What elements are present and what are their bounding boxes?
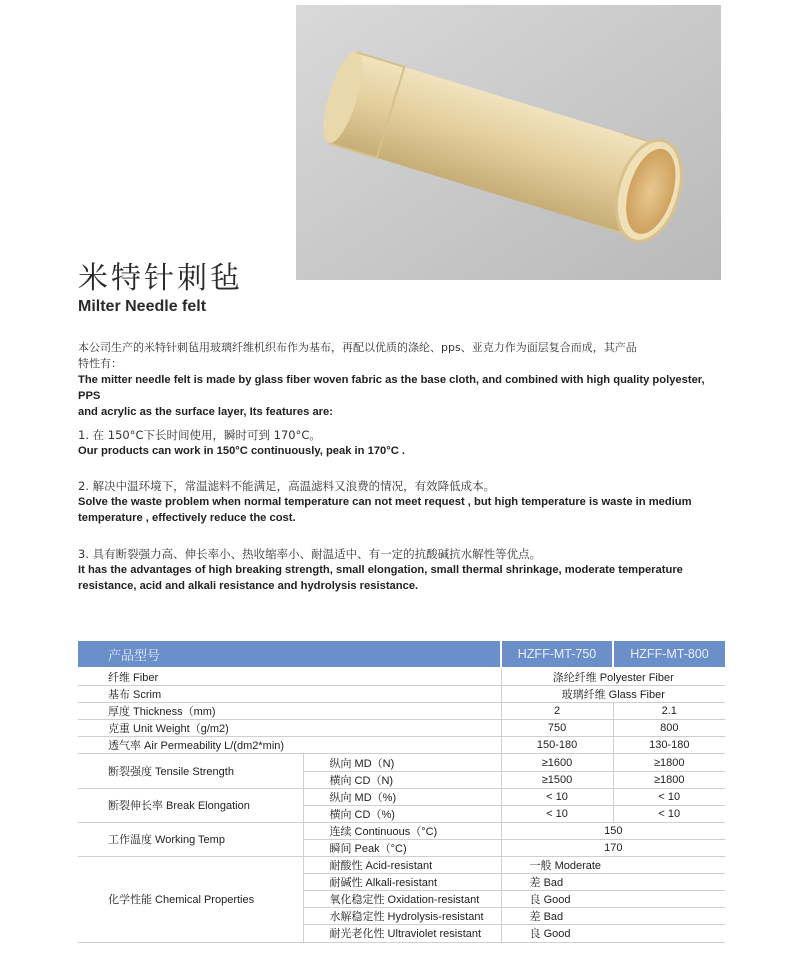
row-group-label: 断裂强度 Tensile Strength (78, 754, 303, 788)
header-model-750: HZFF-MT-750 (501, 641, 613, 668)
row-sublabel: 纵向 MD（%) (303, 788, 501, 805)
feature-3 (78, 546, 728, 594)
row-value: < 10 (613, 805, 725, 822)
product-photo (296, 5, 721, 280)
row-value: 差 Bad (501, 908, 725, 925)
row-value: 170 (501, 839, 725, 856)
table-row (78, 703, 725, 720)
table-row (78, 737, 725, 754)
row-value: 2.1 (613, 703, 725, 720)
feature-2-en-line1: Solve the waste problem when normal temperature can not meet request , but high temperature is waste in medium (78, 496, 692, 508)
intro-cn-line1: 本公司生产的米特针刺毡用玻璃纤维机织布作为基布，再配以优质的涤纶、pps、亚克力作为面层复合而成，其产品 (78, 341, 637, 354)
intro-cn-line2: 特性有： (78, 357, 122, 370)
table-row (78, 788, 725, 805)
table-row (78, 857, 725, 874)
row-value: ≥1800 (613, 754, 725, 771)
header-model-800: HZFF-MT-800 (613, 641, 725, 668)
feature-2-en-line2: temperature , effectively reduce the cost. (78, 512, 296, 524)
row-sublabel: 瞬间 Peak（°C) (303, 839, 501, 856)
intro-en-line2: and acrylic as the surface layer, Its features are: (78, 406, 333, 418)
row-value: ≥1600 (501, 754, 613, 771)
row-sublabel: 横向 CD（N) (303, 771, 501, 788)
feature-1 (78, 427, 728, 459)
row-value: 差 Bad (501, 874, 725, 891)
intro-paragraph (78, 340, 728, 420)
row-value: ≥1800 (613, 771, 725, 788)
row-value: 涤纶纤维 Polyester Fiber (501, 668, 725, 686)
row-value: 150-180 (501, 737, 613, 754)
row-group-label: 断裂伸长率 Break Elongation (78, 788, 303, 822)
header-product-model: 产品型号 (78, 641, 501, 668)
row-value: 150 (501, 822, 725, 839)
row-value: 130-180 (613, 737, 725, 754)
row-label: 厚度 Thickness（mm) (78, 703, 501, 720)
feature-1-en: Our products can work in 150°C continuously, peak in 170°C . (78, 445, 406, 457)
spec-table (78, 641, 725, 943)
row-label: 克重 Unit Weight（g/m2) (78, 720, 501, 737)
row-sublabel: 氧化稳定性 Oxidation-resistant (303, 891, 501, 908)
filter-bag-illustration (296, 5, 721, 280)
row-value: 2 (501, 703, 613, 720)
row-label: 透气率 Air Permeability L/(dm2*min) (78, 737, 501, 754)
row-sublabel: 耐碱性 Alkali-resistant (303, 874, 501, 891)
product-title-cn: 米特针刺毡 (78, 261, 243, 296)
row-value: ≥1500 (501, 771, 613, 788)
row-value: < 10 (613, 788, 725, 805)
row-value: 良 Good (501, 925, 725, 942)
row-group-label: 工作温度 Working Temp (78, 822, 303, 856)
row-value: 良 Good (501, 891, 725, 908)
feature-3-cn: 3. 具有断裂强力高、伸长率小、热收缩率小、耐温适中、有一定的抗酸碱抗水解性等优点。 (78, 547, 542, 561)
table-header-row (78, 641, 725, 668)
row-sublabel: 横向 CD（%) (303, 805, 501, 822)
feature-3-en-line2: resistance, acid and alkali resistance and hydrolysis resistance. (78, 580, 419, 592)
row-value: 一般 Moderate (501, 857, 725, 874)
table-row (78, 822, 725, 839)
row-sublabel: 纵向 MD（N) (303, 754, 501, 771)
row-value: 800 (613, 720, 725, 737)
feature-3-en-line1: It has the advantages of high breaking strength, small elongation, small thermal shrinkage, moderate temperature (78, 564, 683, 576)
feature-1-cn: 1. 在 150°C下长时间使用，瞬时可到 170°C。 (78, 428, 321, 442)
row-group-label: 化学性能 Chemical Properties (78, 857, 303, 942)
row-value: 玻璃纤维 Glass Fiber (501, 686, 725, 703)
table-row (78, 686, 725, 703)
intro-en-line1: The mitter needle felt is made by glass fiber woven fabric as the base cloth, and combined with high quality polyester, PPS (78, 374, 705, 402)
table-row (78, 668, 725, 686)
table-row (78, 754, 725, 771)
row-sublabel: 水解稳定性 Hydrolysis-resistant (303, 908, 501, 925)
row-sublabel: 耐酸性 Acid-resistant (303, 857, 501, 874)
feature-2-cn: 2. 解决中温环境下，常温滤料不能满足，高温滤料又浪费的情况，有效降低成本。 (78, 479, 496, 493)
row-sublabel: 连续 Continuous（°C) (303, 822, 501, 839)
product-title-en: Milter Needle felt (78, 298, 207, 315)
row-value: 750 (501, 720, 613, 737)
row-label: 基布 Scrim (78, 686, 501, 703)
row-value: < 10 (501, 788, 613, 805)
row-value: < 10 (501, 805, 613, 822)
feature-2 (78, 478, 728, 526)
row-label: 纤维 Fiber (78, 668, 501, 686)
row-sublabel: 耐光老化性 Ultraviolet resistant (303, 925, 501, 942)
table-row (78, 720, 725, 737)
